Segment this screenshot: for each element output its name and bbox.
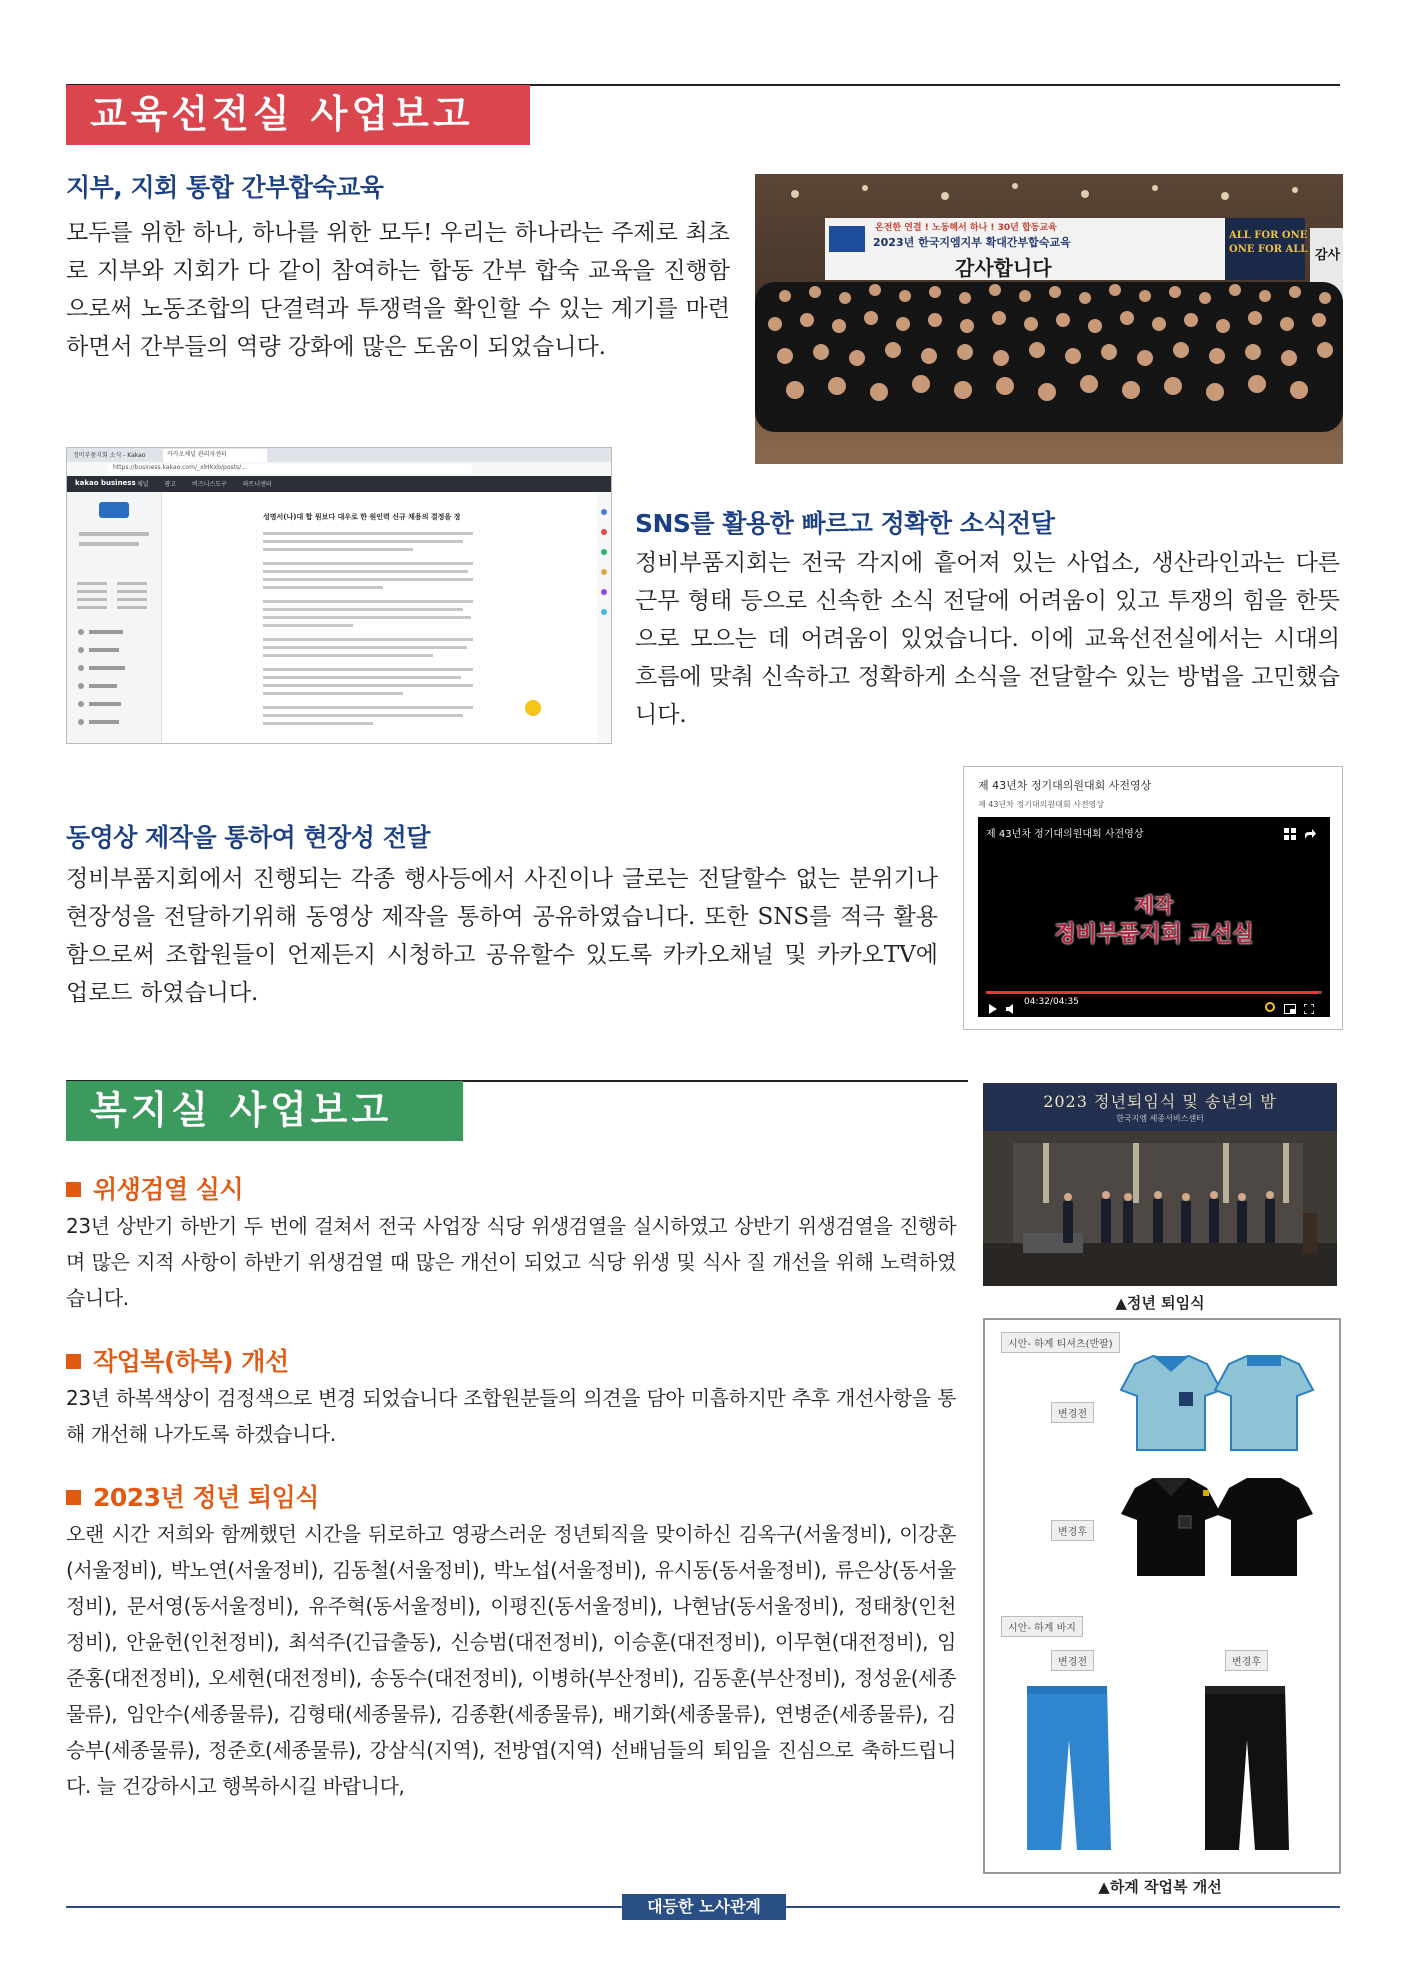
kakao-nav-item[interactable]: 채널 [137, 481, 149, 488]
section2-banner: 복지실 사업보고 [66, 1081, 463, 1141]
video-progress-fill [986, 991, 1319, 994]
item3-heading [66, 1478, 319, 1514]
fullscreen-icon[interactable] [1304, 999, 1314, 1009]
uniform-drawings [985, 1320, 1335, 1868]
uniform-label-pants: 시안- 하계 바지 [1001, 1616, 1083, 1637]
retirement-banner: 2023 정년퇴임식 및 송년의 밤 [1043, 1092, 1277, 1111]
browser-right-toolbar [597, 492, 611, 743]
photo-banner-right1: ALL FOR ONE [1229, 230, 1308, 241]
block2-body: 정비부품지회는 전국 각지에 흩어져 있는 사업소, 생산라인과는 다른 근무 형태 등으로 신속한 소식 전달에 어려움이 있고 투쟁의 힘을 한뜻으로 모으는 데 어려움이 있었습니다. 이에 교육선전실에서는 시대의 흐름에 맞춰 신속하고 정확하게 소식을 전달할수 있는 방법을 고민했습니다. [635, 550, 1340, 728]
block3-heading: 동영상 제작을 통하여 현장성 전달 [66, 823, 430, 852]
block3-body: 정비부품지회에서 진행되는 각종 행사등에서 사진이나 글로는 전달할수 없는 분위기나 현장성을 전달하기위해 동영상 제작을 통하여 공유하였습니다. 또한 SNS를 적극 활용함으로써 조합원들이 언제든지 시청하고 공유할수 있도록 카카오채널 및 카카오TV에 업로드 하였습니다. [66, 866, 938, 1006]
kakao-nav-item[interactable]: 파트너센터 [242, 481, 272, 488]
video-page-title: 제 43년차 정기대의원대회 사전영상 [978, 779, 1152, 792]
bullet-square-icon [66, 1354, 81, 1369]
item2-body: 23년 하복색상이 검정색으로 변경 되었습니다 조합원분들의 의견을 담아 미흡하지만 추후 개선사항을 통해 개선해 나가도록 하겠습니다. [66, 1386, 956, 1446]
retirement-banner-sub: 한국지엠 세종서비스센터 [1116, 1114, 1204, 1123]
bullet-square-icon [66, 1182, 81, 1197]
uniform-caption: ▲하계 작업복 개선 [1098, 1878, 1222, 1896]
browser-tab-2[interactable]: 카카오채널 관리자센터 [163, 449, 267, 462]
kakao-brand: kakao business [75, 479, 136, 487]
uniform-label-before: 변경전 [1051, 1402, 1094, 1423]
uniform-panel [983, 1318, 1341, 1874]
settings-icon[interactable] [1264, 998, 1276, 1010]
video-page-subtitle: 제 43년차 정기대의원대회 사전영상 [978, 800, 1104, 809]
photo-banner-right2: ONE FOR ALL [1229, 244, 1308, 255]
video-player[interactable] [978, 817, 1330, 1017]
retirement-photo [983, 1083, 1337, 1286]
browser-tab-1[interactable]: 정비부품지회 소식 - Kakao [73, 452, 146, 459]
kakao-fab[interactable] [525, 700, 541, 716]
footer-rule-right [786, 1906, 1340, 1908]
shirt-old-back [1215, 1356, 1313, 1450]
block2-heading: SNS를 활용한 빠르고 정확한 소식전달 [635, 509, 1055, 538]
group-photo [755, 174, 1343, 464]
item1-heading [66, 1170, 243, 1206]
photo-screen-text: 감사 [1315, 248, 1341, 263]
footer-label: 대등한 노사관계 [622, 1894, 786, 1920]
uniform-label-pants-after: 변경후 [1225, 1650, 1268, 1671]
pip-icon[interactable] [1284, 999, 1296, 1009]
shirt-new-back [1215, 1478, 1313, 1576]
kakao-post-title: 성명서(나)대 합 원보다 대우로 한 원인력 신규 채용의 결정을 정 [263, 513, 461, 521]
uniform-label-top: 시안- 하계 티셔츠(반팔) [1001, 1332, 1120, 1353]
grid-icon[interactable] [1284, 825, 1296, 837]
block1-body: 모두를 위한 하나, 하나를 위한 모두! 우리는 하나라는 주제로 최초로 지부와 지회가 다 같이 참여하는 합동 간부 합숙 교육을 진행함으로써 노동조합의 단결력과 투쟁력을 확인할 수 있는 계기를 마련하면서 간부들의 역량 강화에 많은 도움이 되었습니다. [66, 220, 730, 360]
kakao-sidebar [67, 492, 162, 743]
section1-banner: 교육선전실 사업보고 [66, 85, 530, 145]
item3-heading-text: 2023년 정년 퇴임식 [93, 1483, 319, 1512]
kakao-nav-item[interactable]: 비즈니스도구 [192, 481, 227, 488]
video-overlay-title: 제 43년차 정기대의원대회 사전영상 [986, 829, 1144, 840]
block1-heading: 지부, 지회 통합 간부합숙교육 [66, 173, 384, 202]
pants-new [1205, 1686, 1289, 1850]
video-progress-track[interactable] [986, 991, 1322, 994]
play-icon[interactable] [988, 999, 998, 1009]
video-panel [963, 766, 1343, 1030]
uniform-label-after: 변경후 [1051, 1520, 1094, 1541]
uniform-label-pants-before: 변경전 [1051, 1650, 1094, 1671]
photo-banner-main: 2023년 한국지엠지부 확대간부합숙교육 [873, 236, 1071, 249]
kakao-browser-screenshot [66, 447, 612, 744]
item1-body: 23년 상반기 하반기 두 번에 걸쳐서 전국 사업장 식당 위생검열을 실시하였고 상반기 위생검열을 진행하며 많은 지적 사항이 하반기 위생검열 때 많은 개선이 되었고 식당 위생 및 식사 질 개선을 위해 노력하였습니다. [66, 1214, 956, 1310]
browser-url-bar[interactable]: https://business.kakao.com/_xlHKxb/posts/… [107, 464, 473, 474]
shirt-old-front [1121, 1356, 1221, 1450]
item3-body: 오랜 시간 저희와 함께했던 시간을 뒤로하고 영광스러운 정년퇴직을 맞이하신 김옥구(서울정비), 이강훈(서울정비), 박노연(서울정비), 김동철(서울정비), 박노섭(서울정비), 유시동(동서울정비), 류은상(동서울정비), 문서영(동서울정비), 유주혁(동서울정비), 이평진(동서울정비), 나현남(동서울정비), 정태창(인천정비), 안윤헌(인천정비), 최석주(긴급출동), 신승범(대전정비), 이승훈(대전정비), 이무현(대전정비), 임준홍(대전정비), 오세현(대전정비), 송동수(대전정비), 이병하(부산정비), 김동훈(부산정비), 정성윤(세종물류), 임안수(세종물류), 김형태(세종물류), 김종환(세종물류), 배기화(세종물류), 연병준(세종물류), 김승부(세종물류), 정준호(세종물류), 강삼식(지역), 전방엽(지역) 선배님들의 퇴임을 진심으로 축하드립니다. 늘 건강하시고 행복하시길 바랍니다, [66, 1522, 956, 1798]
pants-old [1027, 1686, 1111, 1850]
video-center-line2: 정비부품지회 교선실 [1054, 921, 1254, 947]
shirt-new-front [1121, 1478, 1221, 1576]
share-icon[interactable] [1304, 825, 1316, 837]
bullet-square-icon [66, 1490, 81, 1505]
kakao-nav-item[interactable]: 광고 [164, 481, 177, 488]
photo-banner-sub: 감사합니다 [955, 256, 1052, 280]
retirement-caption: ▲정년 퇴임식 [1115, 1294, 1205, 1312]
kakao-post-body [263, 528, 483, 738]
photo-banner-small: 온전한 연결 ! 노동해서 하나 ! 30년 합동교육 [875, 223, 1057, 233]
video-time: 04:32/04:35 [1024, 997, 1079, 1007]
kakao-nav [137, 479, 272, 488]
item1-heading-text: 위생검열 실시 [93, 1175, 244, 1204]
video-center-line1: 제작 [1134, 893, 1174, 917]
volume-icon[interactable] [1006, 999, 1017, 1009]
footer-rule-left [66, 1906, 622, 1908]
item2-heading [66, 1342, 289, 1378]
item2-heading-text: 작업복(하복) 개선 [93, 1347, 289, 1376]
